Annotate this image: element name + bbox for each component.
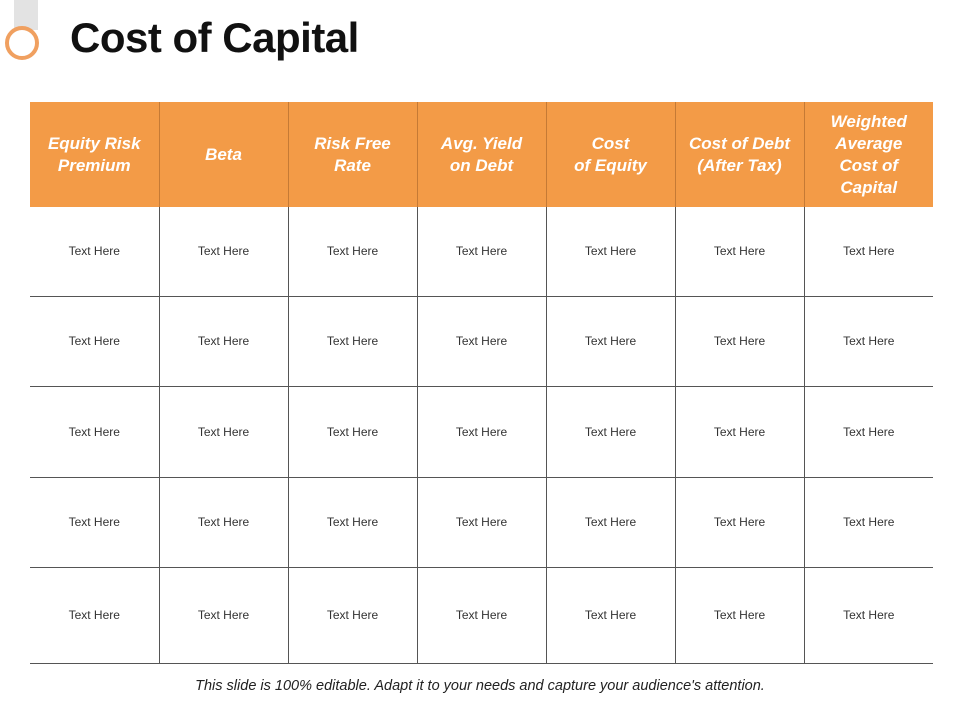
table-row	[30, 386, 933, 477]
table-cell: Text Here	[288, 386, 417, 477]
table-cell: Text Here	[546, 296, 675, 386]
table-cell: Text Here	[417, 296, 546, 386]
table-row	[30, 477, 933, 567]
table-cell: Text Here	[159, 386, 288, 477]
table-cell: Text Here	[288, 567, 417, 663]
table-cell: Text Here	[675, 296, 804, 386]
table-cell: Text Here	[159, 477, 288, 567]
table-row	[30, 567, 933, 663]
table-cell: Text Here	[159, 296, 288, 386]
table-cell: Text Here	[288, 207, 417, 296]
table-cell: Text Here	[30, 567, 159, 663]
header-beta: Beta	[159, 102, 288, 207]
cost-of-capital-table-container	[30, 102, 933, 664]
table-cell: Text Here	[30, 477, 159, 567]
table-cell: Text Here	[546, 386, 675, 477]
table-cell: Text Here	[417, 567, 546, 663]
table-cell: Text Here	[288, 296, 417, 386]
table-cell: Text Here	[417, 386, 546, 477]
header-risk-free-rate: Risk Free Rate	[288, 102, 417, 207]
header-cost-of-debt: Cost of Debt (After Tax)	[675, 102, 804, 207]
table-cell: Text Here	[546, 207, 675, 296]
table-row	[30, 296, 933, 386]
table-cell: Text Here	[804, 477, 933, 567]
table-cell: Text Here	[288, 477, 417, 567]
table-cell: Text Here	[30, 296, 159, 386]
table-cell: Text Here	[30, 207, 159, 296]
table-cell: Text Here	[30, 386, 159, 477]
table-cell: Text Here	[675, 567, 804, 663]
table-cell: Text Here	[159, 567, 288, 663]
table-cell: Text Here	[675, 477, 804, 567]
table-cell: Text Here	[417, 207, 546, 296]
table-cell: Text Here	[804, 567, 933, 663]
table-cell: Text Here	[159, 207, 288, 296]
table-header-row	[30, 102, 933, 207]
table-cell: Text Here	[546, 567, 675, 663]
page-title: Cost of Capital	[70, 14, 359, 61]
header-avg-yield-on-debt: Avg. Yield on Debt	[417, 102, 546, 207]
table-cell: Text Here	[417, 477, 546, 567]
header-wacc: Weighted Average Cost of Capital	[804, 102, 933, 207]
header-equity-risk-premium: Equity Risk Premium	[30, 102, 159, 207]
table-cell: Text Here	[675, 386, 804, 477]
table-cell: Text Here	[804, 207, 933, 296]
table-row	[30, 207, 933, 296]
table-cell: Text Here	[804, 386, 933, 477]
table-cell: Text Here	[675, 207, 804, 296]
table-cell: Text Here	[546, 477, 675, 567]
cost-of-capital-table	[30, 102, 933, 664]
footer-note: This slide is 100% editable. Adapt it to your needs and capture your audience's attention.	[195, 678, 765, 694]
table-cell: Text Here	[804, 296, 933, 386]
circle-icon	[5, 26, 39, 60]
header-cost-of-equity: Cost of Equity	[546, 102, 675, 207]
